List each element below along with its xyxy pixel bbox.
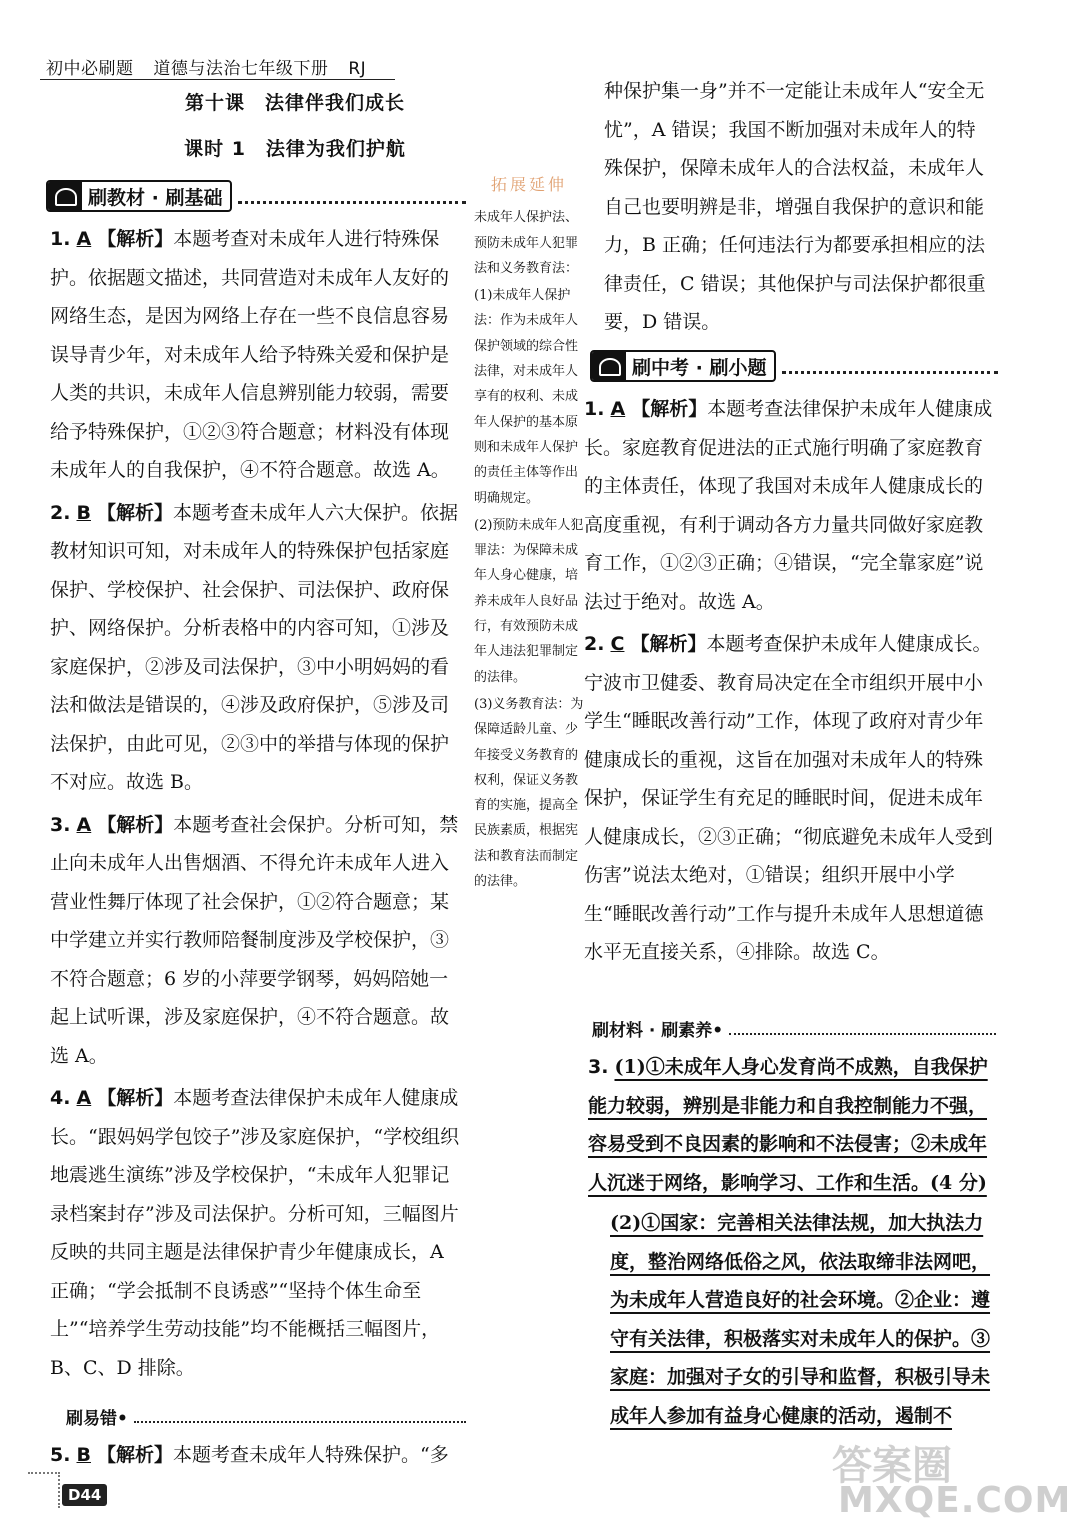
side-note-p1: (1)未成年人保护法：作为未成年人保护领域的综合性法律，对未成年人享有的权利、未成年人保护的基本原则和未成年人保护的责任主体等作出明确规定。 <box>474 288 579 506</box>
dotted-rule <box>729 1021 996 1035</box>
left-item-2: 2. B 【解析】本题考查未成年人六大保护。依据教材知识可知，对未成年人的特殊保护包括家庭保护、学校保护、社会保护、司法保护、政府保护、网络保护。分析表格中的内容可知，①涉及家庭保护，②涉及司法保护，③中小明妈妈的看法和做法是错误的，④涉及政府保护，⑤涉及司法保护，由此可见，②③中的举措与体现的保护不对应。故选 B。 <box>50 501 459 793</box>
right-item-1: 1. A 【解析】本题考查法律保护未成年人健康成长。家庭教育促进法的正式施行明确了家庭教育的主体责任，体现了我国对未成年人健康成长的高度重视，有利于调动各方力量共同做好家庭教育工作，①②③正确；④错误，“完全靠家庭”说法过于绝对。故选 A。 <box>584 398 993 613</box>
left-item-5: 5. B 【解析】本题考查未成年人特殊保护。“多 <box>50 1444 449 1466</box>
page-number: D44 <box>62 1484 107 1506</box>
left-item-4: 4. A 【解析】本题考查法律保护未成年人健康成长。“跟妈妈学包饺子”涉及家庭保护，“学校组织地震逃生演练”涉及学校保护，“未成年人犯罪记录档案封存”涉及司法保护。分析可知，三幅图片反映的共同主题是法律保护青少年健康成长，A 正确；“学会抵制不良诱惑”“坚持个体生命至上”“培养学生劳动技能”均不能概括三幅图片，B、C、D 排除。 <box>50 1087 460 1379</box>
section-badge-textbook: 刷教材 · 刷基础 <box>46 180 232 212</box>
subsection-material: 刷材料 · 刷素养• <box>592 1012 996 1044</box>
section-badge-exam: 刷中考 · 刷小题 <box>590 350 776 382</box>
right-item-3: 3. (1)①未成年人身心发育尚不成熟，自我保护能力较弱，辨别是非能力和自我控制能力不强，容易受到不良因素的影响和不法侵害；②未成年人沉迷于网络，影响学习、工作和生活。(4 分) (2)①国家：完善相关法律法规，加大执法力度，整治网络低俗之风，依法取缔非法网吧，为未成年人营造良好的社会环境。②企业：遵守有关法律，积极落实对未成年人的保护。③家庭：加强对子女的引导和监督，积极引导未成年人参加有益身心健康的活动，遏制不 <box>588 1056 991 1427</box>
left-item-3: 3. A 【解析】本题考查社会保护。分析可知，禁止向未成年人出售烟酒、不得允许未成年人进入营业性舞厅体现了社会保护，①②符合题意；某中学建立并实行教师陪餐制度涉及学校保护，③不符合题意；6 岁的小萍要学钢琴，妈妈陪她一起上试听课，涉及家庭保护，④不符合题意。故选 A。 <box>50 813 459 1067</box>
page-corner-marker <box>28 1472 60 1508</box>
dotted-rule <box>134 1409 466 1423</box>
right-continuation: 种保护集一身”并不一定能让未成年人“安全无忧”，A 错误；我国不断加强对未成年人的特殊保护，保障未成年人的合法权益，未成年人自己也要明辨是非，增强自我保护的意识和能力，B 正确；任何违法行为都要承担相应的法律责任，C 错误；其他保护与司法保护都很重要，D 错误。 <box>604 80 986 333</box>
dotted-rule <box>782 359 998 374</box>
side-note-p3: (3)义务教育法：为保障适龄儿童、少年接受义务教育的权利，保证义务教育的实施，提高全民族素质，根据宪法和教育法而制定的法律。 <box>474 696 584 890</box>
series-name: 初中必刷题 <box>46 59 134 79</box>
period-title: 课时 1 法律为我们护航 <box>184 138 406 160</box>
side-note <box>474 172 584 896</box>
side-note-heading: 拓展延伸 <box>490 175 567 194</box>
watermark-url: MXQE.COM <box>838 1480 1071 1521</box>
left-column <box>50 220 466 1387</box>
subject-name: 道德与法治七年级下册 <box>153 59 329 79</box>
book-icon <box>592 352 626 380</box>
header-rule <box>40 79 395 80</box>
section-bar-textbook <box>46 180 466 212</box>
lesson-title: 第十课 法律伴我们成长 <box>184 92 405 114</box>
left-item-1: 1. A 【解析】本题考查对未成年人进行特殊保护。依据题文描述，共同营造对未成年人友好的网络生态，是因为网络上存在一些不良信息容易误导青少年，对未成年人给予特殊关爱和保护是人类的共识，未成年人信息辨别能力较弱，需要给予特殊保护，①②③符合题意；材料没有体现未成年人的自我保护，④不符合题意。故选 A。 <box>50 228 450 481</box>
right-item-2: 2. C 【解析】本题考查保护未成年人健康成长。宁波市卫健委、教育局决定在全市组织开展中小学生“睡眠改善行动”工作，体现了政府对青少年健康成长的重视，这旨在加强对未成年人的特殊保护，保证学生有充足的睡眠时间，促进未成年人健康成长，②③正确；“彻底避免未成年人受到伤害”说法太绝对，①错误；组织开展中小学生“睡眠改善行动”工作与提升未成年人思想道德水平无直接关系，④排除。故选 C。 <box>584 633 993 963</box>
side-note-p2: (2)预防未成年人犯罪法：为保障未成年人身心健康，培养未成年人良好品行，有效预防未成年人违法犯罪制定的法律。 <box>474 517 584 685</box>
section-bar-exam <box>590 350 998 382</box>
side-note-intro: 未成年人保护法、预防未成年人犯罪法和义务教育法： <box>474 210 579 276</box>
edition-tag: RJ <box>348 59 367 79</box>
subsection-easy-error: 刷易错• <box>66 1400 466 1432</box>
running-header <box>46 54 380 79</box>
book-icon <box>48 182 82 210</box>
dotted-rule <box>238 189 466 204</box>
watermark-logo: 答案圈 <box>832 1443 952 1489</box>
right-column <box>584 390 994 972</box>
